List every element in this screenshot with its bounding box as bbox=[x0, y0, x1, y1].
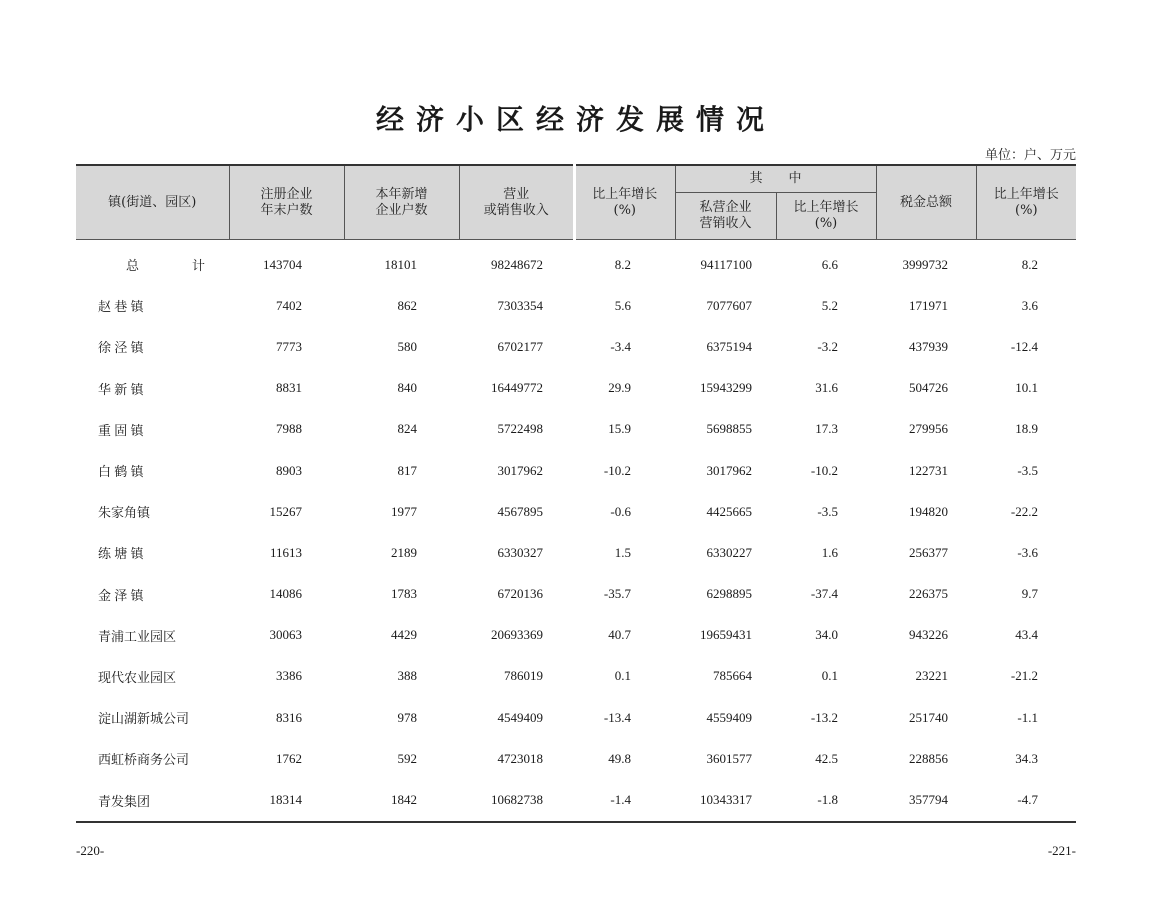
cell-priv: 3017962 bbox=[706, 462, 752, 478]
cell-tax: 256377 bbox=[909, 544, 949, 560]
unit-note: 单位：户、万元 bbox=[984, 148, 1076, 163]
cell-rev: 6702177 bbox=[497, 338, 543, 354]
cell-reg: 8316 bbox=[276, 709, 302, 725]
cell-priv: 4425665 bbox=[706, 503, 752, 519]
row-name: 青浦工业园区 bbox=[98, 628, 177, 644]
cell-rev: 4723018 bbox=[497, 750, 543, 766]
cell-rev_g: 15.9 bbox=[574, 409, 675, 450]
cell-priv: 785664 bbox=[713, 668, 752, 684]
cell-rev: 98248672 bbox=[491, 256, 543, 272]
cell-priv: 19659431 bbox=[700, 627, 752, 643]
header-revenue-growth-text: 比上年增长 (%) bbox=[592, 186, 658, 218]
table-row bbox=[76, 240, 1076, 286]
cell-priv: 3601577 bbox=[706, 750, 752, 766]
row-name: 青发集团 bbox=[76, 779, 229, 821]
cell-rev_g: -3.4 bbox=[574, 326, 675, 367]
cell-priv_g: 31.6 bbox=[815, 380, 839, 396]
cell-tax_g: 43.4 bbox=[1015, 627, 1039, 643]
cell-tax_g: -4.7 bbox=[976, 779, 1076, 821]
row-name: 西虹桥商务公司 bbox=[98, 752, 190, 768]
cell-priv: 94117100 bbox=[700, 256, 752, 272]
cell-tax_g: 8.2 bbox=[1021, 256, 1039, 272]
cell-new: 978 bbox=[397, 709, 417, 725]
cell-priv_g: 17.3 bbox=[815, 421, 839, 437]
cell-tax_g: -1.1 bbox=[1017, 709, 1039, 725]
table-row bbox=[76, 368, 1076, 409]
cell-tax: 171971 bbox=[909, 297, 949, 313]
table-row bbox=[76, 491, 1076, 532]
header-registered bbox=[229, 165, 344, 240]
cell-tax_g: 9.7 bbox=[1021, 586, 1039, 602]
cell-tax: 437939 bbox=[909, 338, 949, 354]
cell-new: 580 bbox=[397, 338, 417, 354]
cell-tax_g: -21.2 bbox=[1010, 668, 1039, 684]
cell-priv_g: 1.6 bbox=[821, 544, 839, 560]
page-number-left: -220- bbox=[76, 843, 105, 858]
cell-rev: 5722498 bbox=[497, 421, 543, 437]
cell-new: 840 bbox=[397, 380, 417, 396]
cell-priv: 6375194 bbox=[706, 338, 752, 354]
header-tax-growth bbox=[976, 165, 1076, 240]
table-row bbox=[76, 615, 1076, 656]
cell-new: 388 bbox=[397, 668, 417, 684]
cell-priv: 15943299 bbox=[700, 380, 752, 396]
cell-priv_g: 0.1 bbox=[821, 668, 839, 684]
cell-new: 817 bbox=[397, 462, 417, 478]
cell-reg: 8831 bbox=[276, 380, 302, 396]
header-private-growth-text: 比上年增长 (%) bbox=[793, 200, 859, 231]
cell-tax_g: 18.9 bbox=[1015, 421, 1039, 437]
row-name: 徐 泾 镇 bbox=[98, 340, 144, 356]
cell-priv_g: -1.8 bbox=[776, 779, 876, 821]
cell-priv_g: 5.2 bbox=[821, 297, 839, 313]
cell-tax_g: -12.4 bbox=[1010, 338, 1039, 354]
cell-priv_g: -3.2 bbox=[817, 338, 839, 354]
cell-rev: 3017962 bbox=[497, 462, 543, 478]
cell-rev: 16449772 bbox=[491, 380, 543, 396]
cell-priv: 6298895 bbox=[706, 586, 752, 602]
cell-rev: 20693369 bbox=[491, 627, 543, 643]
cell-priv_g: 6.6 bbox=[821, 256, 839, 272]
cell-tax_g: -3.6 bbox=[1017, 544, 1039, 560]
cell-rev_g: -13.4 bbox=[574, 697, 675, 738]
cell-reg: 30063 bbox=[269, 627, 302, 643]
cell-reg: 7988 bbox=[276, 421, 302, 437]
cell-rev_g: -1.4 bbox=[574, 779, 675, 821]
cell-rev_g: -0.6 bbox=[574, 491, 675, 532]
cell-priv_g: -10.2 bbox=[810, 462, 839, 478]
cell-reg: 7773 bbox=[276, 338, 302, 354]
row-name: 总 计 bbox=[126, 258, 226, 274]
cell-priv: 5698855 bbox=[706, 421, 752, 437]
economic-zone-table bbox=[76, 164, 1076, 823]
header-registered-text: 注册企业 年末户数 bbox=[260, 186, 313, 218]
row-name: 赵 巷 镇 bbox=[98, 299, 144, 315]
cell-new: 862 bbox=[397, 297, 417, 313]
row-name: 金 泽 镇 bbox=[98, 587, 144, 603]
cell-reg: 15267 bbox=[269, 503, 302, 519]
cell-tax: 228856 bbox=[909, 750, 949, 766]
cell-tax_g: -22.2 bbox=[1010, 503, 1039, 519]
cell-new: 4429 bbox=[391, 627, 417, 643]
cell-priv: 10343317 bbox=[675, 779, 776, 821]
page-number-right: -221- bbox=[1047, 843, 1076, 858]
table-row bbox=[76, 409, 1076, 450]
row-name: 白 鹤 镇 bbox=[98, 464, 144, 480]
cell-rev: 4567895 bbox=[497, 503, 543, 519]
cell-tax: 122731 bbox=[909, 462, 949, 478]
table-row bbox=[76, 450, 1076, 491]
cell-tax: 3999732 bbox=[902, 256, 949, 272]
cell-reg: 143704 bbox=[263, 256, 302, 272]
cell-reg: 18314 bbox=[229, 779, 344, 821]
cell-priv_g: 42.5 bbox=[815, 750, 839, 766]
cell-rev_g: 49.8 bbox=[574, 738, 675, 779]
cell-tax_g: 10.1 bbox=[1015, 380, 1039, 396]
header-group-among: 其 中 bbox=[675, 165, 876, 193]
header-private-growth bbox=[776, 193, 876, 240]
cell-rev: 6330327 bbox=[497, 544, 543, 560]
cell-new: 1842 bbox=[344, 779, 459, 821]
cell-rev_g: 29.9 bbox=[574, 368, 675, 409]
cell-tax: 279956 bbox=[909, 421, 949, 437]
cell-tax: 194820 bbox=[909, 503, 949, 519]
cell-priv_g: -13.2 bbox=[810, 709, 839, 725]
cell-tax: 943226 bbox=[909, 627, 949, 643]
cell-new: 824 bbox=[397, 421, 417, 437]
cell-tax: 226375 bbox=[909, 586, 949, 602]
cell-tax_g: 3.6 bbox=[1021, 297, 1039, 313]
cell-rev: 7303354 bbox=[497, 297, 543, 313]
cell-priv_g: -37.4 bbox=[810, 586, 839, 602]
cell-rev_g: 8.2 bbox=[574, 240, 675, 286]
cell-tax: 504726 bbox=[909, 380, 949, 396]
cell-priv_g: 34.0 bbox=[815, 627, 839, 643]
header-tax: 税金总额 bbox=[876, 165, 976, 240]
page-gutter bbox=[573, 164, 576, 819]
table-row bbox=[76, 326, 1076, 367]
cell-tax: 251740 bbox=[909, 709, 949, 725]
row-name: 重 固 镇 bbox=[98, 422, 144, 438]
table-row bbox=[76, 285, 1076, 326]
cell-priv: 7077607 bbox=[706, 297, 752, 313]
header-new bbox=[344, 165, 459, 240]
header-revenue-growth bbox=[574, 165, 675, 240]
table-body bbox=[76, 240, 1076, 822]
cell-rev_g: 40.7 bbox=[574, 615, 675, 656]
header-private-revenue-text: 私营企业 营销收入 bbox=[699, 200, 752, 231]
cell-new: 1783 bbox=[391, 586, 417, 602]
cell-tax_g: -3.5 bbox=[1017, 462, 1039, 478]
cell-reg: 8903 bbox=[276, 462, 302, 478]
cell-rev: 786019 bbox=[504, 668, 543, 684]
cell-priv_g: -3.5 bbox=[817, 503, 839, 519]
cell-rev_g: 5.6 bbox=[574, 285, 675, 326]
table-row bbox=[76, 697, 1076, 738]
cell-rev: 4549409 bbox=[497, 709, 543, 725]
cell-reg: 14086 bbox=[269, 586, 302, 602]
row-name: 现代农业园区 bbox=[98, 669, 177, 685]
cell-reg: 3386 bbox=[276, 668, 302, 684]
cell-reg: 7402 bbox=[276, 297, 302, 313]
cell-rev_g: -35.7 bbox=[574, 574, 675, 615]
header-tax-growth-text: 比上年增长 (%) bbox=[993, 186, 1059, 218]
cell-priv: 4559409 bbox=[706, 709, 752, 725]
row-name: 练 塘 镇 bbox=[98, 546, 144, 562]
cell-reg: 11613 bbox=[269, 544, 302, 560]
cell-new: 592 bbox=[397, 750, 417, 766]
row-name: 朱家角镇 bbox=[98, 505, 151, 521]
cell-reg: 1762 bbox=[276, 750, 302, 766]
table-row bbox=[76, 656, 1076, 697]
header-new-text: 本年新增 企业户数 bbox=[375, 186, 428, 218]
row-name: 华 新 镇 bbox=[98, 381, 144, 397]
header-revenue bbox=[459, 165, 574, 240]
cell-tax_g: 34.3 bbox=[1015, 750, 1039, 766]
header-private-revenue bbox=[675, 193, 776, 240]
row-name: 淀山湖新城公司 bbox=[98, 711, 190, 727]
cell-new: 18101 bbox=[384, 256, 417, 272]
cell-new: 1977 bbox=[391, 503, 417, 519]
cell-tax: 357794 bbox=[876, 779, 976, 821]
cell-rev_g: 0.1 bbox=[574, 656, 675, 697]
cell-rev_g: -10.2 bbox=[574, 450, 675, 491]
header-town: 镇(街道、园区) bbox=[76, 165, 229, 240]
page-title: 经济小区经济发展情况 bbox=[375, 103, 776, 136]
cell-new: 2189 bbox=[391, 544, 417, 560]
header-revenue-text: 营业 或销售收入 bbox=[483, 186, 549, 218]
cell-priv: 6330227 bbox=[706, 544, 752, 560]
table-row bbox=[76, 574, 1076, 615]
cell-rev_g: 1.5 bbox=[574, 532, 675, 573]
table-row bbox=[76, 532, 1076, 573]
cell-tax: 23221 bbox=[915, 668, 949, 684]
table-row bbox=[76, 738, 1076, 779]
table-row bbox=[76, 779, 1076, 821]
cell-rev: 10682738 bbox=[459, 779, 574, 821]
cell-rev: 6720136 bbox=[497, 586, 543, 602]
